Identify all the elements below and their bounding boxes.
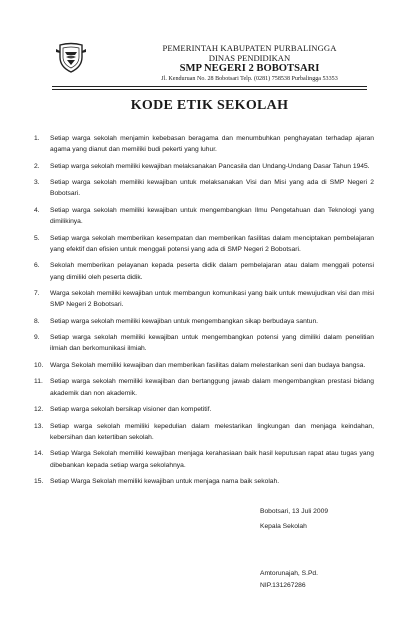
list-item (34, 376, 374, 398)
letterhead-school-name: SMP NEGERI 2 BOBOTSARI (179, 63, 320, 74)
item-text: Setiap warga sekolah memiliki kepedulian dalam melestarikan lingkungan dan menjaga keindahan, kebersihan dan ketertiban sekolah. (50, 422, 374, 441)
item-number: 12. (34, 406, 44, 414)
list-item (34, 332, 374, 354)
item-text: Setiap warga sekolah memiliki kewajiban untuk mengembangkan sikap berbudaya santun. (50, 317, 319, 325)
letterhead-rule-thin (52, 89, 367, 90)
item-number: 11. (34, 378, 43, 386)
item-text: Setiap Warga Sekolah memiliki kewajiban menjaga kerahasiaan baik hasil keputusan rapat atau tugas yang dibebankan kepada setiap warga sekolahnya. (50, 450, 374, 469)
signature-position: Kepala Sekolah (260, 523, 307, 530)
item-number: 3. (34, 179, 40, 187)
signature-place-date: Bobotsari, 13 Juli 2009 (260, 508, 329, 515)
list-item (34, 448, 374, 470)
item-text: Setiap warga sekolah memiliki kewajiban untuk melaksanakan Visi dan Misi yang ada di SMP Negeri 2 Bobotsari. (50, 179, 374, 198)
item-number: 15. (34, 478, 44, 486)
item-text: Setiap warga sekolah bersikap visioner dan kompetitif. (50, 406, 212, 414)
item-text: Setiap warga sekolah memiliki kewajiban dan bertanggung jawab dalam mengembangkan prestasi bidang akademik dan non akademik. (50, 378, 374, 397)
letterhead-government: PEMERINTAH KABUPATEN PURBALINGGA (162, 43, 337, 53)
list-item (34, 476, 374, 487)
item-number: 4. (34, 206, 40, 214)
list-item (34, 133, 374, 155)
item-text: Setiap Warga Sekolah memiliki kewajiban untuk menjaga nama baik sekolah. (50, 478, 280, 486)
list-item (34, 360, 374, 371)
item-number: 7. (34, 290, 40, 298)
item-number: 5. (34, 234, 40, 242)
document-title: KODE ETIK SEKOLAH (130, 98, 289, 113)
item-number: 14. (34, 450, 44, 458)
list-item (34, 233, 374, 255)
list-item (34, 260, 374, 282)
item-text: Setiap warga sekolah menjamin kebebasan beragama dan menumbuhkan penghayatan terhadap ajaran agama yang dianut dan memiliki budi pekerti yang luhur. (50, 135, 374, 154)
item-text: Setiap warga sekolah memiliki kewajiban untuk mengembangkan Ilmu Pengetahuan dan Teknologi yang dimilikinya. (50, 206, 374, 226)
list-item (34, 205, 374, 227)
list-item (34, 404, 374, 415)
item-text: Warga Sekolah memiliki kewajiban dan memberikan fasilitas dalam melestarikan seni dan budaya bangsa. (50, 361, 366, 369)
item-text: Setiap warga sekolah memberikan kesempatan dan memberikan fasilitas dalam menciptakan pembelajaran yang efektif dan efisien untuk menggali potensi yang ada di SMP Negeri 2 Bobotsari. (50, 234, 374, 253)
letterhead-address: Jl. Kenduruan No. 28 Bobotsari Telp. (0281) 758538 Purbalingga 53353 (161, 76, 338, 82)
list-item (34, 161, 374, 172)
list-item (34, 421, 374, 443)
list-item (34, 316, 374, 327)
list-item (34, 177, 374, 199)
item-number: 6. (34, 262, 40, 270)
item-number: 2. (34, 162, 40, 170)
letterhead-rule-thick (52, 86, 367, 87)
item-text: Setiap warga sekolah memiliki kewajiban untuk mengembangkan potensi yang dimiliki dalam penelitian ilmiah dan berkomunikasi ilmiah. (50, 334, 374, 353)
letterhead-department: DINAS PENDIDIKAN (208, 53, 291, 63)
item-text: Sekolah memberikan pelayanan kepada peserta didik dalam pembelajaran atau dalam menggali potensi yang dimiliki oleh peserta didik. (50, 262, 374, 281)
item-text: Warga sekolah memiliki kewajiban untuk membangun komunikasi yang baik untuk mewujudkan visi dan misi SMP Negeri 2 Bobotsari. (50, 290, 374, 309)
item-number: 13. (34, 422, 44, 430)
item-number: 10. (34, 361, 44, 369)
signature-name: Amtorunajah, S.Pd. (260, 570, 318, 577)
item-text: Setiap warga sekolah memiliki kewajiban melaksanakan Pancasila dan Undang-Undang Dasar Tahun 1945. (50, 162, 370, 170)
code-of-ethics-list (34, 133, 374, 493)
item-number: 1. (34, 135, 40, 142)
list-item (34, 288, 374, 310)
signature-nip: NIP.131267286 (260, 582, 306, 589)
item-number: 9. (34, 334, 40, 342)
item-number: 8. (34, 317, 40, 325)
